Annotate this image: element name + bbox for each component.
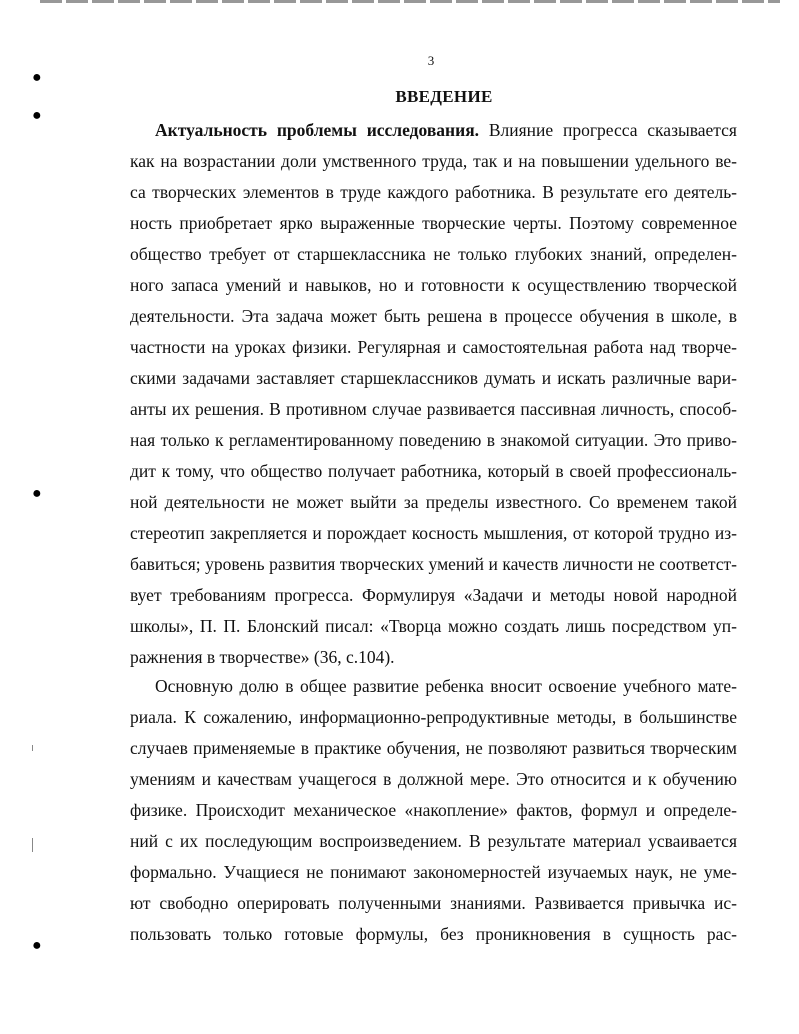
paragraph-line: вует требованиям прогресса. Формулируя «Задачи и методы новой народной xyxy=(130,585,737,605)
binding-hole-mark: ● xyxy=(32,485,42,502)
paragraph-line: ного запаса умений и навыков, но и готовности к осуществлению творческой xyxy=(130,275,737,295)
paragraph-line: частности на уроках физики. Регулярная и самостоятельная работа над творче- xyxy=(130,337,737,357)
paragraph-line: ют свободно оперировать полученными знаниями. Развивается привычка ис- xyxy=(130,893,737,913)
paragraph-line: стереотип закрепляется и порождает косность мышления, от которой трудно из- xyxy=(130,523,737,543)
paragraph-line: общество требует от старшеклассника не только глубоких знаний, определен- xyxy=(130,244,737,264)
margin-tick xyxy=(32,745,33,751)
paragraph-line: пользовать только готовые формулы, без проникновения в сущность рас- xyxy=(130,924,737,944)
paragraph-line: ная только к регламентированному поведению в знакомой ситуации. Это приво- xyxy=(130,430,737,450)
paragraph-line: формально. Учащиеся не понимают закономерностей изучаемых наук, не уме- xyxy=(130,862,737,882)
page-number: 3 xyxy=(427,53,435,68)
paragraph-line: школы», П. П. Блонский писал: «Творца можно создать лишь посредством уп- xyxy=(130,616,737,636)
paragraph-line: Актуальность проблемы исследования. Влияние прогресса сказывается xyxy=(155,120,737,140)
paragraph-line: деятельности. Эта задача может быть решена в процессе обучения в школе, в xyxy=(130,306,737,326)
binding-hole-mark: ● xyxy=(32,937,42,954)
paragraph-line: бавиться; уровень развития творческих умений и качеств личности не соответст- xyxy=(130,554,737,574)
scan-top-edge xyxy=(40,0,780,3)
paragraph-line: ность приобретает ярко выраженные творческие черты. Поэтому современное xyxy=(130,213,737,233)
page-heading: ВВЕДЕНИЕ xyxy=(395,87,493,106)
paragraph-line: ний с их последующим воспроизведением. В результате материал усваивается xyxy=(130,831,737,851)
paragraph-line: умениям и качествам учащегося в должной мере. Это относится и к обучению xyxy=(130,769,737,789)
paragraph-line: Основную долю в общее развитие ребенка вносит освоение учебного мате- xyxy=(155,676,737,696)
paragraph-line: риала. К сожалению, информационно-репродуктивные методы, в большинстве xyxy=(130,707,737,727)
section-lead: Актуальность проблемы исследования. xyxy=(155,120,480,140)
paragraph-line: дит к тому, что общество получает работника, который в своей профессиональ- xyxy=(130,461,737,481)
paragraph-learning xyxy=(130,671,737,950)
paragraph-relevance xyxy=(130,115,737,673)
paragraph-line: случаев применяемые в практике обучения, не позволяют развиться творческим xyxy=(130,738,737,758)
paragraph-line: скими задачами заставляет старшеклассников думать и искать различные вари- xyxy=(130,368,737,388)
margin-tick xyxy=(32,838,33,852)
paragraph-line: ражнения в творчестве» (36, с.104). xyxy=(130,647,395,667)
paragraph-line: как на возрастании доли умственного труда, так и на повышении удельного ве- xyxy=(130,151,737,171)
paragraph-line: анты их решения. В противном случае развивается пассивная личность, способ- xyxy=(130,399,737,419)
paragraph-line: са творческих элементов в труде каждого работника. В результате его деятель- xyxy=(130,182,737,202)
paragraph-line: физике. Происходит механическое «накопление» фактов, формул и определе- xyxy=(130,800,737,820)
binding-hole-mark: ● xyxy=(32,107,42,124)
binding-hole-mark: ● xyxy=(32,69,42,86)
paragraph-line: ной деятельности не может выйти за пределы известного. Со временем такой xyxy=(130,492,737,512)
